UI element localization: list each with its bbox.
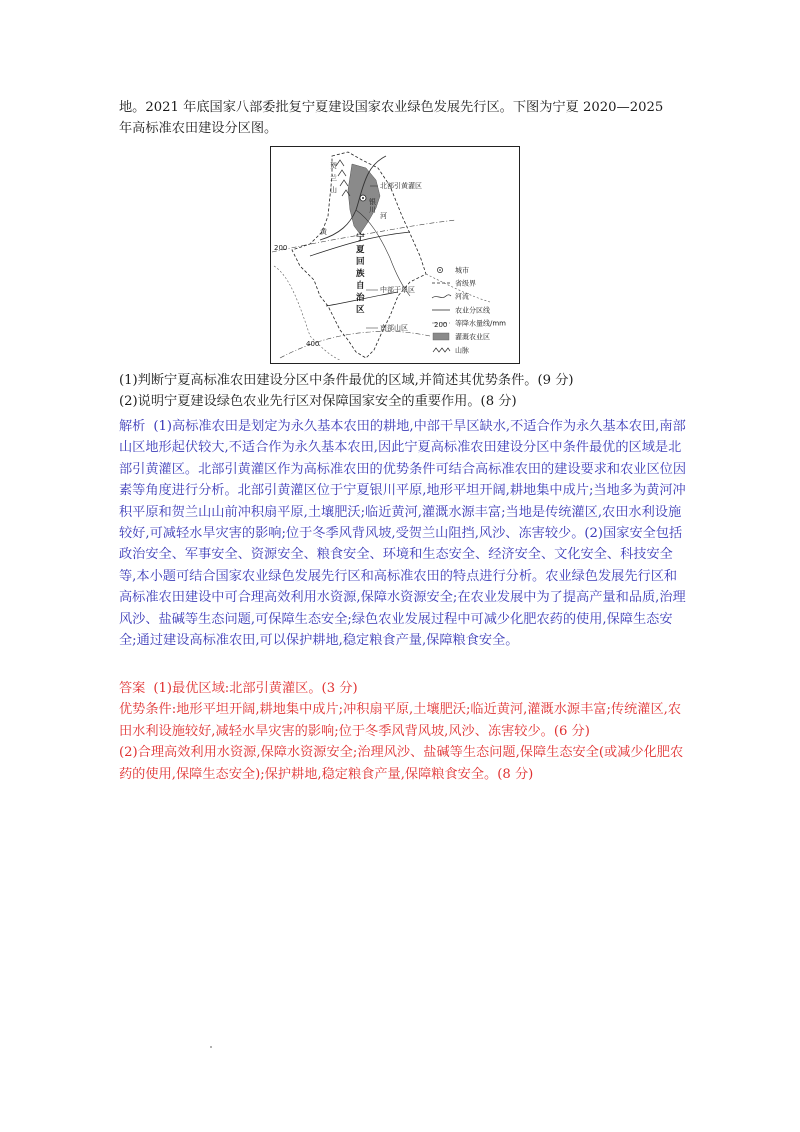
legend-mountain: 山脉 — [455, 346, 469, 355]
analysis-text: (1)高标准农田是划定为永久基本农田的耕地,中部干旱区缺水,不适合作为永久基本农田,南部山区地形起伏较大,不适合作为永久基本农田,因此宁夏高标准农田建设分区中条件最优的区域是北部引黄灌区。北部引黄灌区作为高标准农田的优势条件可结合高标准农田的建设要求和农业区位因素等角度进行分析。北部引黄灌区位于宁夏银川平原,地形平坦开阔,耕地集中成片;当地多为黄河冲积平原和贺兰山山前冲积扇平原,土壤肥沃;临近黄河,灌溉水源丰富;当地是传统灌区,农田水利设施较好,可减轻水旱灾害的影响;位于冬季风背风坡,受贺兰山阻挡,风沙、冻害较少。(2)国家安全包括政治安全、军事安全、资源安全、粮食安全、环境和生态安全、经济安全、文化安全、科技安全等,本小题可结合国家农业绿色发展先行区和高标准农田的特点进行分析。农业绿色发展先行区和高标准农田建设中可合理高效利用水资源,保障水资源安全;在农业发展中为了提高产量和品质,治理风沙、盐碱等生态问题,可保障生态安全;绿色农业发展过程中可减少化肥农药的使用,保障生态安全;通过建设高标准农田,可以保护耕地,稳定粮食产量,保障粮食安全。 — [119, 419, 687, 649]
map-svg — [270, 146, 520, 364]
answer-section — [119, 678, 689, 785]
region-label-7: 区 — [356, 305, 365, 315]
answer-label: 答案 — [119, 681, 146, 696]
analysis-label: 解析 — [119, 419, 146, 434]
legend-city: 城市 — [455, 266, 469, 275]
page-mark — [210, 1046, 212, 1048]
river-label: 黄 — [320, 228, 327, 236]
region-label-6: 治 — [356, 293, 365, 303]
legend-river: 河流 — [455, 292, 469, 301]
legend-irrigated: 灌溉农业区 — [455, 333, 490, 341]
answer-line-3: (2)合理高效利用水资源,保障水资源安全;治理风沙、盐碱等生态问题,保障生态安全(或减少化肥农药的使用,保障生态安全);保护耕地,稳定粮食产量,保障粮食安全。(8 分) — [119, 745, 684, 782]
region-label-5: 自 — [356, 281, 365, 291]
region-label-2: 夏 — [356, 245, 365, 255]
region-label-1: 宁 — [356, 233, 365, 243]
river-label-2: 河 — [380, 212, 387, 220]
answer-line-1: (1)最优区域:北部引黄灌区。(3 分) — [153, 681, 358, 696]
zone-label-north: 北部引黄灌区 — [380, 182, 422, 190]
mountain-label-1: 贺 — [330, 162, 337, 170]
legend-isohyet: 等降水量线/mm — [455, 319, 506, 328]
city-label-2: 川 — [369, 206, 376, 214]
intro-paragraph — [119, 97, 689, 140]
analysis-section — [119, 416, 689, 651]
isohyet-400-label: 400 — [306, 340, 320, 348]
question-2: (2)说明宁夏建设绿色农业先行区对保障国家安全的重要作用。(8 分) — [119, 394, 517, 410]
intro-line-2: 年高标准农田建设分区图。 — [119, 121, 278, 137]
mountain-label-2: 兰 — [330, 174, 337, 182]
intro-line-1: 地。2021 年底国家八部委批复宁夏建设国家农业绿色发展先行区。下图为宁夏 2020—2025 — [119, 100, 664, 115]
region-label-3: 回 — [356, 257, 365, 267]
zone-label-central: 中部干旱区 — [380, 286, 415, 294]
legend-isohyet-sample: 200 — [434, 321, 448, 329]
legend-zone: 农业分区线 — [455, 306, 490, 315]
questions — [119, 370, 689, 413]
isohyet-200-label: 200 — [274, 244, 288, 252]
legend-border: 省级界 — [455, 279, 476, 288]
legend-irrigated-icon — [433, 333, 449, 340]
mountain-label-3: 山 — [330, 186, 337, 194]
region-label-4: 族 — [356, 269, 365, 279]
ningxia-farmland-zoning-map — [270, 146, 520, 364]
question-1: (1)判断宁夏高标准农田建设分区中条件最优的区域,并简述其优势条件。(9 分) — [119, 373, 574, 388]
answer-line-2: 优势条件:地形平坦开阔,耕地集中成片;冲积扇平原,土壤肥沃;临近黄河,灌溉水源丰富;传统灌区,农田水利设施较好,减轻水旱灾害的影响;位于冬季风背风坡,风沙、冻害较少。(6 分) — [119, 702, 682, 739]
zone-label-south: 南部山区 — [380, 324, 408, 332]
city-label-1: 银 — [369, 198, 376, 206]
